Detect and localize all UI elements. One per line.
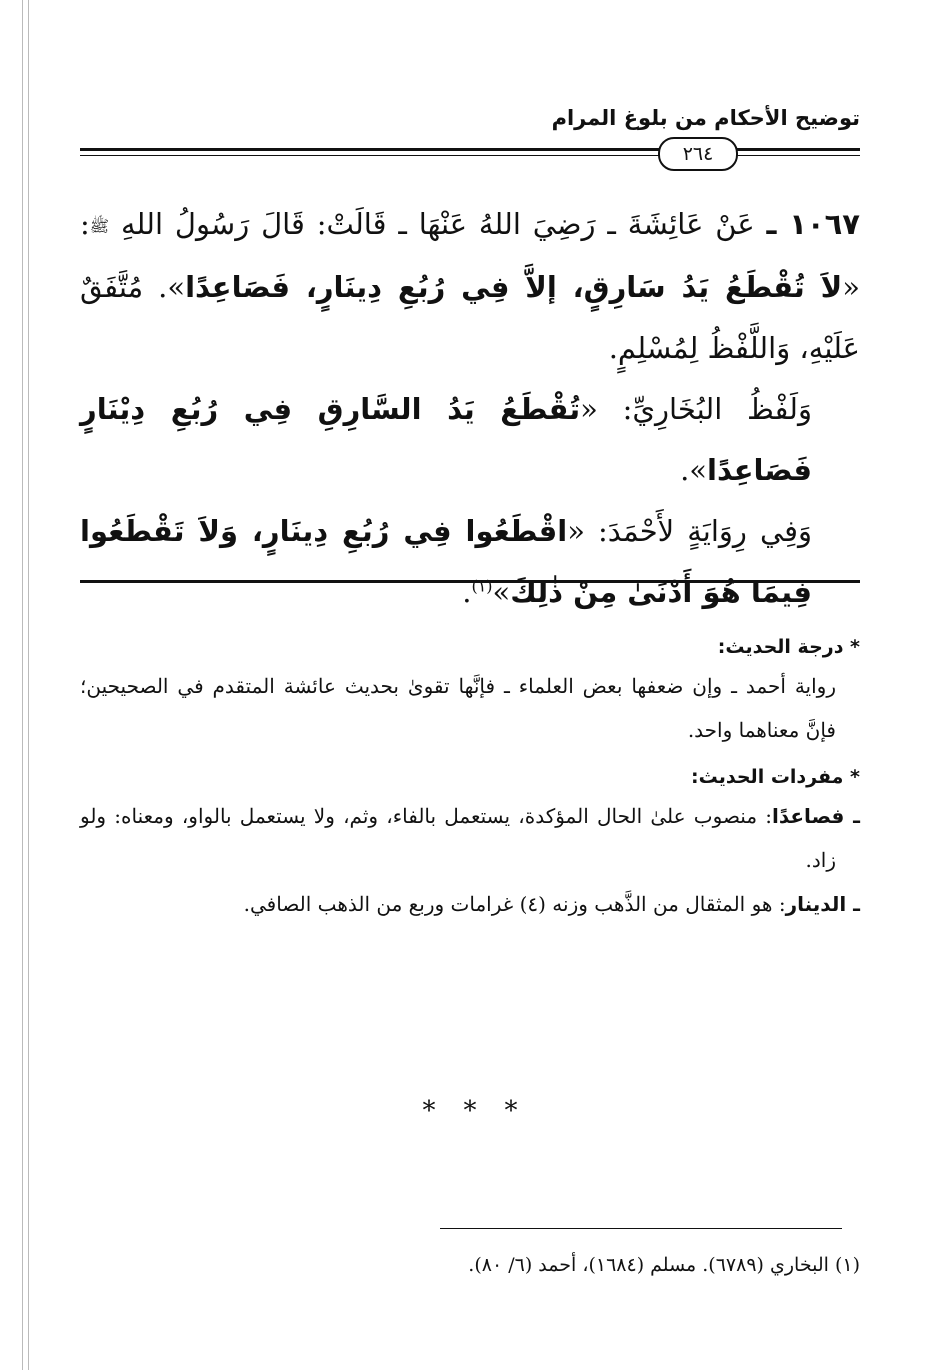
star-glyph: * <box>463 1096 477 1126</box>
bukhari-wording <box>80 379 860 501</box>
vocab-term: ـ فصاعدًا <box>771 804 861 828</box>
vocab-item <box>80 794 860 882</box>
running-header: توضيح الأحكام من بلوغ المرام <box>551 106 860 130</box>
hadith-main <box>80 194 860 379</box>
vocab-item <box>80 882 860 926</box>
ahmad-dot: . <box>462 574 472 609</box>
footnote: (١) البخاري (٦٧٨٩). مسلم (١٦٨٤)، أحمد (٦/ ٨٠). <box>468 1254 860 1276</box>
grade-text: رواية أحمد ـ وإن ضعفها بعض العلماء ـ فإنَّها تقوىٰ بحديث عائشة المتقدم في الصحيحين؛ فإنَّ معناهما واحد. <box>80 674 836 742</box>
section-separator <box>80 1096 860 1126</box>
hadith-source: ». مُتَّفَقٌ عَلَيْهِ، وَاللَّفْظُ لِمُسْلِمٍ. <box>80 269 860 365</box>
hadith-narration: عَنْ عَائِشَةَ ـ رَضِيَ اللهُ عَنْهَا ـ قَالَتْ: قَالَ رَسُولُ اللهِ <box>109 207 767 241</box>
vocab-term: ـ الدينار <box>785 892 860 916</box>
hadith-number: ١٠٦٧ ـ <box>766 207 860 241</box>
salawat-glyph: ﷺ <box>89 216 110 236</box>
vocab-definition: : منصوب علىٰ الحال المؤكدة، يستعمل بالفاء، وثم، ولا يستعمل بالواو، ومعناه: ولو زاد. <box>80 804 836 872</box>
ahmad-end: » <box>492 574 511 609</box>
section-divider <box>80 580 860 583</box>
hadith-text <box>80 194 860 623</box>
vocab-heading: * مفردات الحديث: <box>691 766 860 788</box>
footnote-rule <box>440 1228 842 1229</box>
vocab-definition: : هو المثقال من الذَّهب وزنه (٤) غرامات وربع من الذهب الصافي. <box>243 892 786 916</box>
page-number: ٢٦٤ <box>658 137 738 171</box>
header-rule <box>80 148 860 151</box>
ahmad-intro: وَفِي رِوَايَةٍ لأَحْمَدَ: « <box>567 513 812 548</box>
binding-line <box>22 0 23 1370</box>
header-rule-thin <box>80 155 860 156</box>
commentary <box>80 630 860 926</box>
bukhari-end: ». <box>680 452 708 487</box>
hadith-quote: لاَ تُقْطَعُ يَدُ سَارِقٍ، إلاَّ فِي رُبُعِ دِينَارٍ، فَصَاعِدًا <box>185 269 843 304</box>
grade-heading: * درجة الحديث: <box>717 636 860 658</box>
bukhari-quote: تُقْطَعُ يَدُ السَّارِقِ فِي رُبُعِ دِيْنَارٍ فَصَاعِدًا <box>80 391 812 487</box>
star-glyph: * <box>422 1096 436 1126</box>
ahmad-quote: اقْطَعُوا فِي رُبُعِ دِينَارٍ، وَلاَ تَقْطَعُوا فِيمَا هُوَ أَدْنَىٰ مِنْ ذٰلِكَ <box>80 513 812 609</box>
quote-open: : « <box>80 207 860 304</box>
footnote-ref[interactable]: (١) <box>471 575 493 595</box>
bukhari-intro: وَلَفْظُ البُخَارِيِّ: « <box>580 391 812 426</box>
binding-line <box>28 0 29 1370</box>
star-glyph: * <box>504 1096 518 1126</box>
ahmad-wording <box>80 501 860 623</box>
